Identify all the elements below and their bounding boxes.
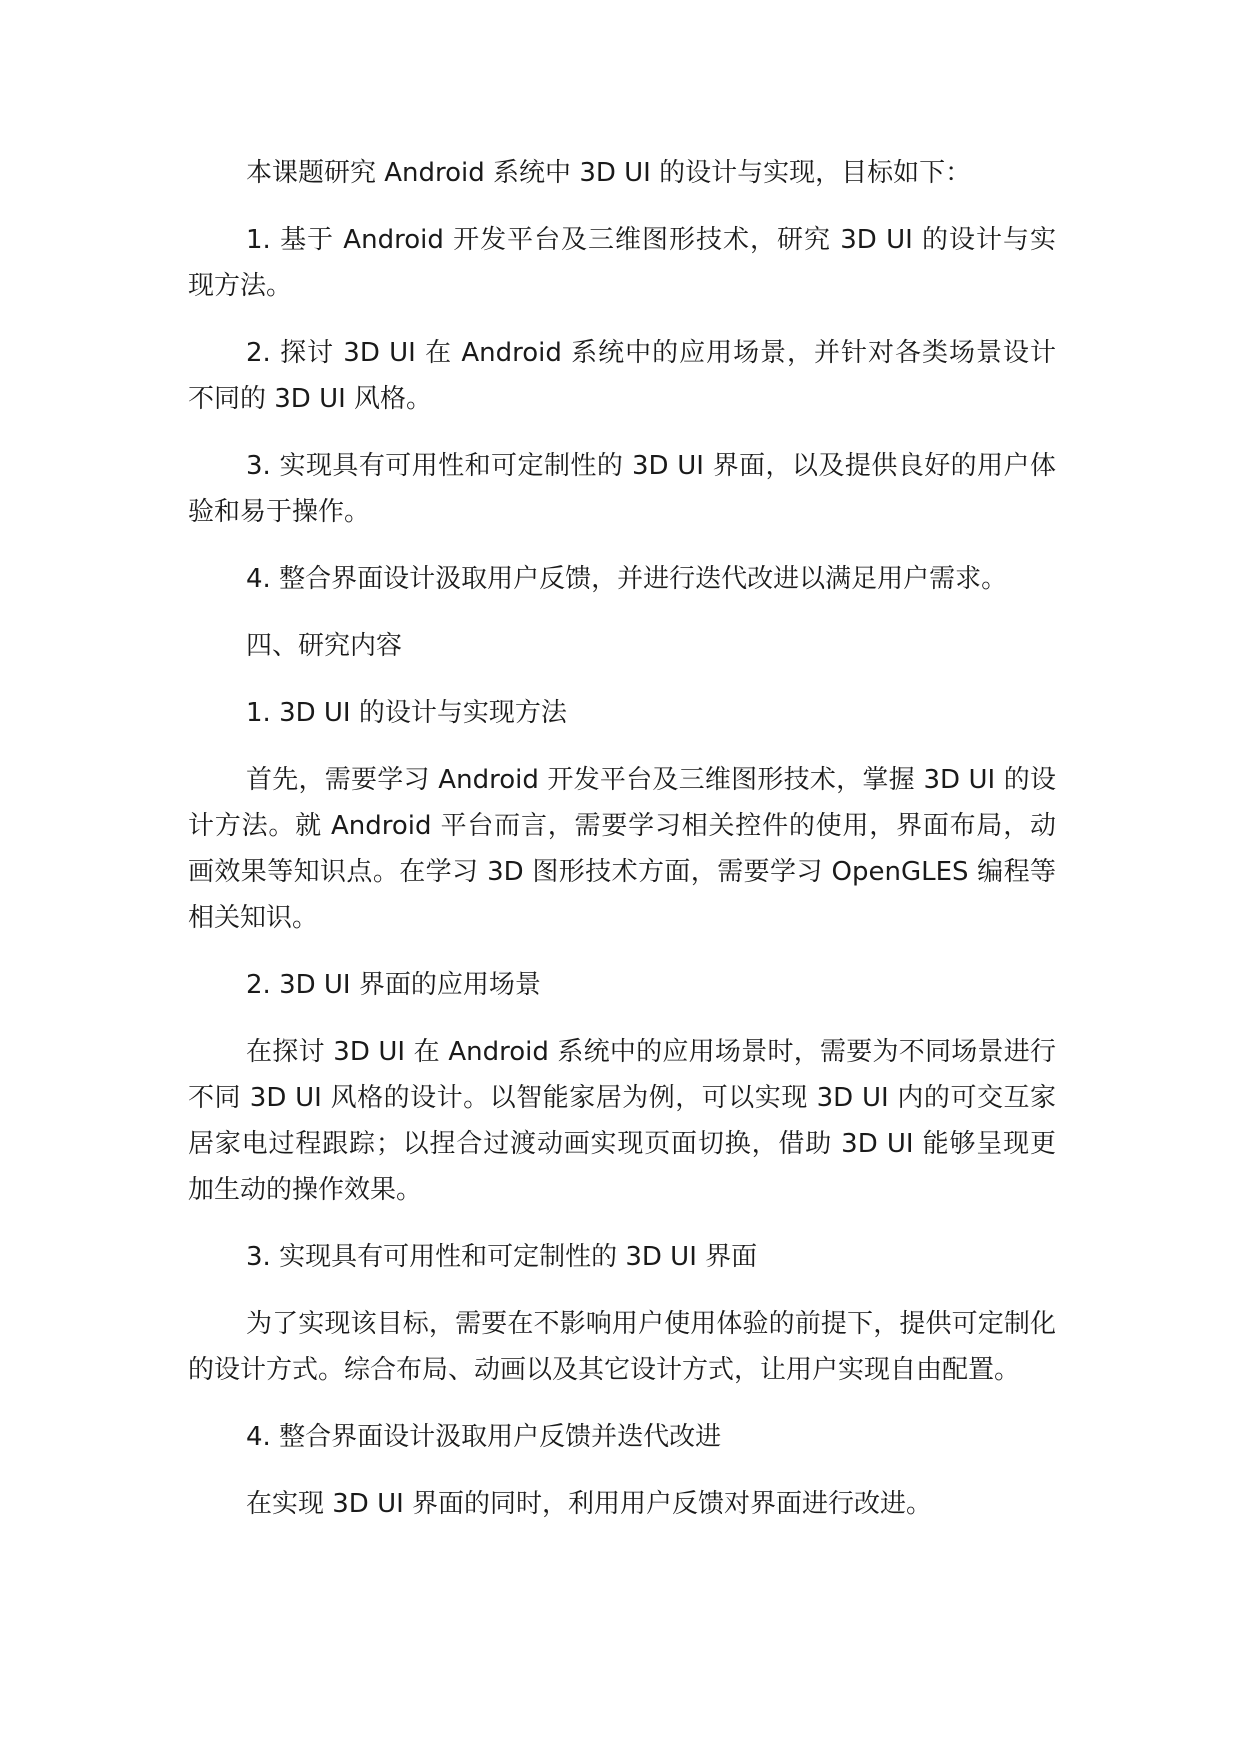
body-paragraph-4: 在实现 3D UI 界面的同时，利用用户反馈对界面进行改进。 (246, 1489, 933, 1519)
subheading-3: 3. 实现具有可用性和可定制性的 3D UI 界面 (246, 1242, 758, 1272)
goal-2-paragraph: 2. 探讨 3D UI 在 Android 系统中的应用场景，并针对各类场景设计不同的 3D UI 风格。 (188, 338, 1056, 414)
intro-paragraph: 本课题研究 Android 系统中 3D UI 的设计与实现，目标如下： (246, 158, 972, 188)
goal-4-paragraph: 4. 整合界面设计汲取用户反馈，并进行迭代改进以满足用户需求。 (246, 564, 1008, 594)
subheading-1: 1. 3D UI 的设计与实现方法 (246, 698, 567, 728)
body-paragraph-1: 首先，需要学习 Android 开发平台及三维图形技术，掌握 3D UI 的设计方法。就 Android 平台而言，需要学习相关控件的使用，界面布局，动画效果等知识点。在学习 3D 图形技术方面，需要学习 OpenGLES 编程等相关知识。 (188, 765, 1056, 933)
body-paragraph-2: 在探讨 3D UI 在 Android 系统中的应用场景时，需要为不同场景进行不同 3D UI 风格的设计。以智能家居为例，可以实现 3D UI 内的可交互家居家电过程跟踪；以捏合过渡动画实现页面切换，借助 3D UI 能够呈现更加生动的操作效果。 (188, 1037, 1056, 1205)
body-paragraph-3: 为了实现该目标，需要在不影响用户使用体验的前提下，提供可定制化的设计方式。综合布局、动画以及其它设计方式，让用户实现自由配置。 (188, 1309, 1056, 1385)
subheading-2: 2. 3D UI 界面的应用场景 (246, 970, 541, 1000)
goal-3-paragraph: 3. 实现具有可用性和可定制性的 3D UI 界面，以及提供良好的用户体验和易于操作。 (188, 451, 1056, 527)
goal-1-paragraph: 1. 基于 Android 开发平台及三维图形技术，研究 3D UI 的设计与实现方法。 (188, 225, 1056, 301)
document-body (188, 150, 1056, 1527)
section-heading-research-content: 四、研究内容 (246, 631, 403, 661)
subheading-4: 4. 整合界面设计汲取用户反馈并迭代改进 (246, 1422, 722, 1452)
